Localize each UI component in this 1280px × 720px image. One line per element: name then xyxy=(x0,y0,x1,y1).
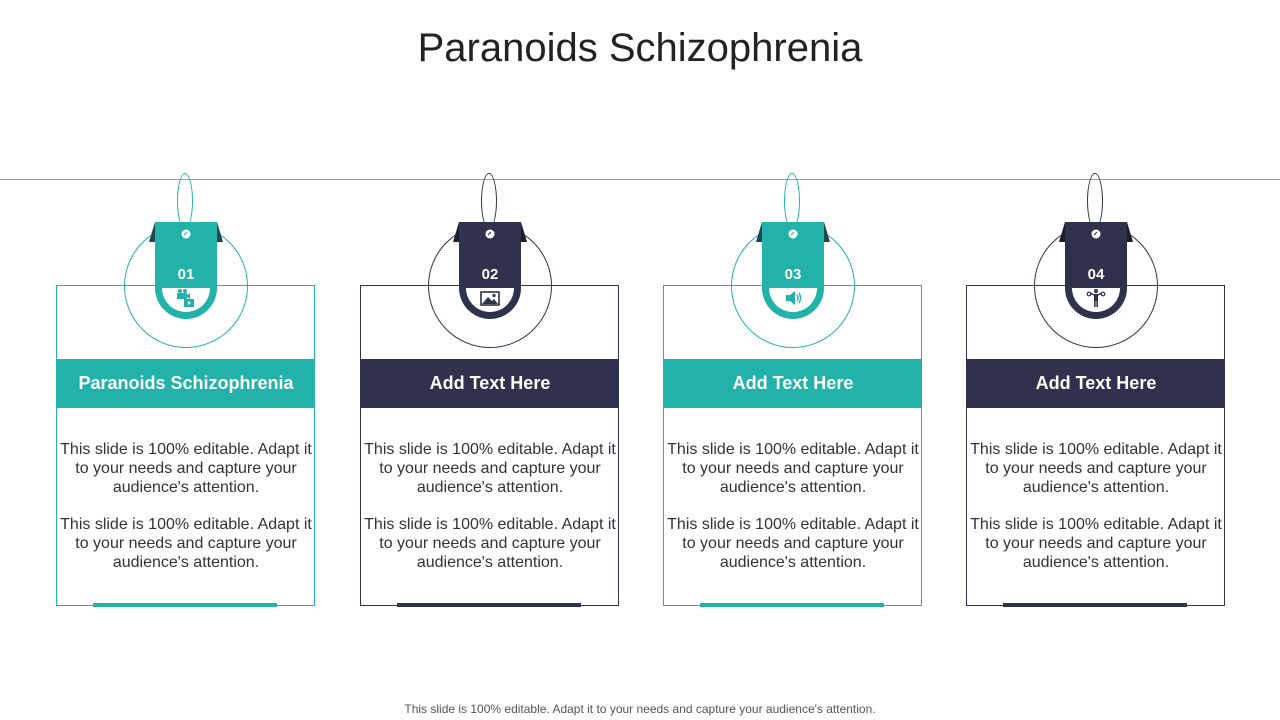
tag-string xyxy=(784,173,800,229)
card-heading: Add Text Here xyxy=(967,359,1225,408)
tag-02 xyxy=(453,222,527,323)
slide-title: Paranoids Schizophrenia xyxy=(417,26,863,70)
tag-03 xyxy=(756,222,830,323)
tag-string xyxy=(1087,173,1103,229)
card-heading: Paranoids Schizophrenia xyxy=(57,359,315,408)
tag-number: 02 xyxy=(481,266,499,283)
card-paragraph-2: This slide is 100% editable. Adapt it to your needs and capture your audience's attention. xyxy=(60,516,312,571)
card-1 xyxy=(56,0,316,720)
card-paragraph-1: This slide is 100% editable. Adapt it to your needs and capture your audience's attention. xyxy=(970,441,1222,496)
card-heading: Add Text Here xyxy=(664,359,922,408)
card-paragraph-1: This slide is 100% editable. Adapt it to your needs and capture your audience's attention. xyxy=(667,441,919,496)
card-heading: Add Text Here xyxy=(361,359,619,408)
tag-string xyxy=(481,173,497,229)
person-weights-icon xyxy=(1084,286,1108,310)
card-3 xyxy=(663,0,923,720)
card-paragraph-1: This slide is 100% editable. Adapt it to your needs and capture your audience's attention. xyxy=(364,441,616,496)
card-bottom-accent xyxy=(397,603,581,607)
card-bottom-accent xyxy=(93,603,277,607)
tag-number: 03 xyxy=(784,266,802,283)
tag-01 xyxy=(149,222,223,323)
card-paragraph-2: This slide is 100% editable. Adapt it to your needs and capture your audience's attention. xyxy=(970,516,1222,571)
tag-number: 01 xyxy=(177,266,195,283)
film-camera-icon xyxy=(174,286,198,310)
tag-number: 04 xyxy=(1087,266,1105,283)
image-icon xyxy=(478,286,502,310)
card-paragraph-2: This slide is 100% editable. Adapt it to your needs and capture your audience's attention. xyxy=(364,516,616,571)
slide-footer: This slide is 100% editable. Adapt it to your needs and capture your audience's attention. xyxy=(404,702,876,716)
card-4 xyxy=(966,0,1226,720)
card-bottom-accent xyxy=(1003,603,1187,607)
speaker-icon xyxy=(781,286,805,310)
tag-04 xyxy=(1059,222,1133,323)
card-bottom-accent xyxy=(700,603,884,607)
card-paragraph-2: This slide is 100% editable. Adapt it to your needs and capture your audience's attention. xyxy=(667,516,919,571)
card-2 xyxy=(360,0,620,720)
tag-string xyxy=(177,173,193,229)
card-paragraph-1: This slide is 100% editable. Adapt it to your needs and capture your audience's attention. xyxy=(60,441,312,496)
